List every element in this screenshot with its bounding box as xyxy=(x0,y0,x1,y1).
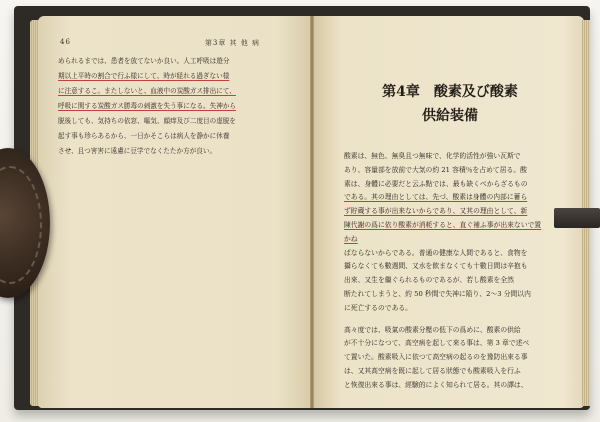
right-line: 酸素は、無色、無臭且つ無味で、化学的活性が強い瓦斯で xyxy=(344,152,521,160)
right-line: 素は、身體に必要だと云ふ點では、最も缺くべからざるもの xyxy=(344,179,528,188)
chapter-title-line2: 供給装備 xyxy=(422,108,478,124)
right-line: 出來、又生を繼ぐられるものであるが、若し酸素を全然 xyxy=(344,276,514,285)
right-line: 攝らなくても數週間、又水を飲まなくても十數日間は辛抱も xyxy=(344,262,528,271)
left-line: 呼吸に関する炭酸ガス勝毒の刺激を失う事になる。失神から xyxy=(58,102,237,110)
left-line: に注意するこ。またしないと、血液中の炭酸ガス排出にて、 xyxy=(58,87,236,95)
bookmark-tab xyxy=(554,208,600,228)
right-line: 陳代謝の爲に依り酸素が消耗すると、直ぐ補ふ事が出來ないで置かね xyxy=(344,220,542,243)
right-line: ず貯蔵する事が出来ないからであり、又其の理由として、新 xyxy=(344,207,528,216)
right-line: て置いた。酸素吸入に依つて高空病の起るのを豫防出來る事 xyxy=(344,353,528,362)
running-head xyxy=(60,38,260,48)
left-line: 脱後しても、気持ちの依窓、嘔気、顔痒及び二度目の虚脱を xyxy=(58,117,237,125)
right-line: ばならないからである。普通の健康な人間であると、食物を xyxy=(344,248,528,257)
right-line: に死亡するのである。 xyxy=(344,303,412,312)
right-line: と恢復出來る事は、經驗的によく知られて居る。其の譯は、 xyxy=(344,380,528,389)
right-line: は、又其高空病を既に起して居る狀態でも酸素吸入を行ふ xyxy=(344,366,521,375)
right-line: あり、容量部を放前で大気の約 21 容積％を占めて居る。酸 xyxy=(344,165,527,174)
page-number: 46 xyxy=(60,38,71,46)
left-line: させ、且つ害害に遠慮に豆学でなくたたか方が良い。 xyxy=(58,147,217,155)
right-line: である。其の理由としては、先づ、酸素は身體の内部に蓄ら xyxy=(344,193,528,202)
chapter-title-line1: 第4章 酸素及び酸素 xyxy=(382,84,518,100)
left-line: められるまでは、患者を放てないか良い。人工呼吸は遊分 xyxy=(58,57,230,65)
right-line: 高々度では、吸氣の酸素分壓の低下の爲めに、酸素の供給 xyxy=(344,325,521,334)
left-line: 期以上平時の割合で行ふ様にして、時が経れる過ぎない様 xyxy=(58,72,230,80)
right-page-text xyxy=(344,150,544,393)
left-line: 起す事も珍らあるから、一日かそこらは病人を静かに休養 xyxy=(58,132,230,140)
left-page-text xyxy=(58,54,266,159)
running-head-title: 第3章 其 他 病 xyxy=(204,39,260,47)
right-line: 断たれてしまうと、約 50 秒間で失神に陥り、2〜3 分間以内 xyxy=(344,289,531,298)
right-line: が不十分になつて、高空病を起して來る事は、第 3 章で述べ xyxy=(344,339,530,348)
chapter-title xyxy=(360,80,540,128)
